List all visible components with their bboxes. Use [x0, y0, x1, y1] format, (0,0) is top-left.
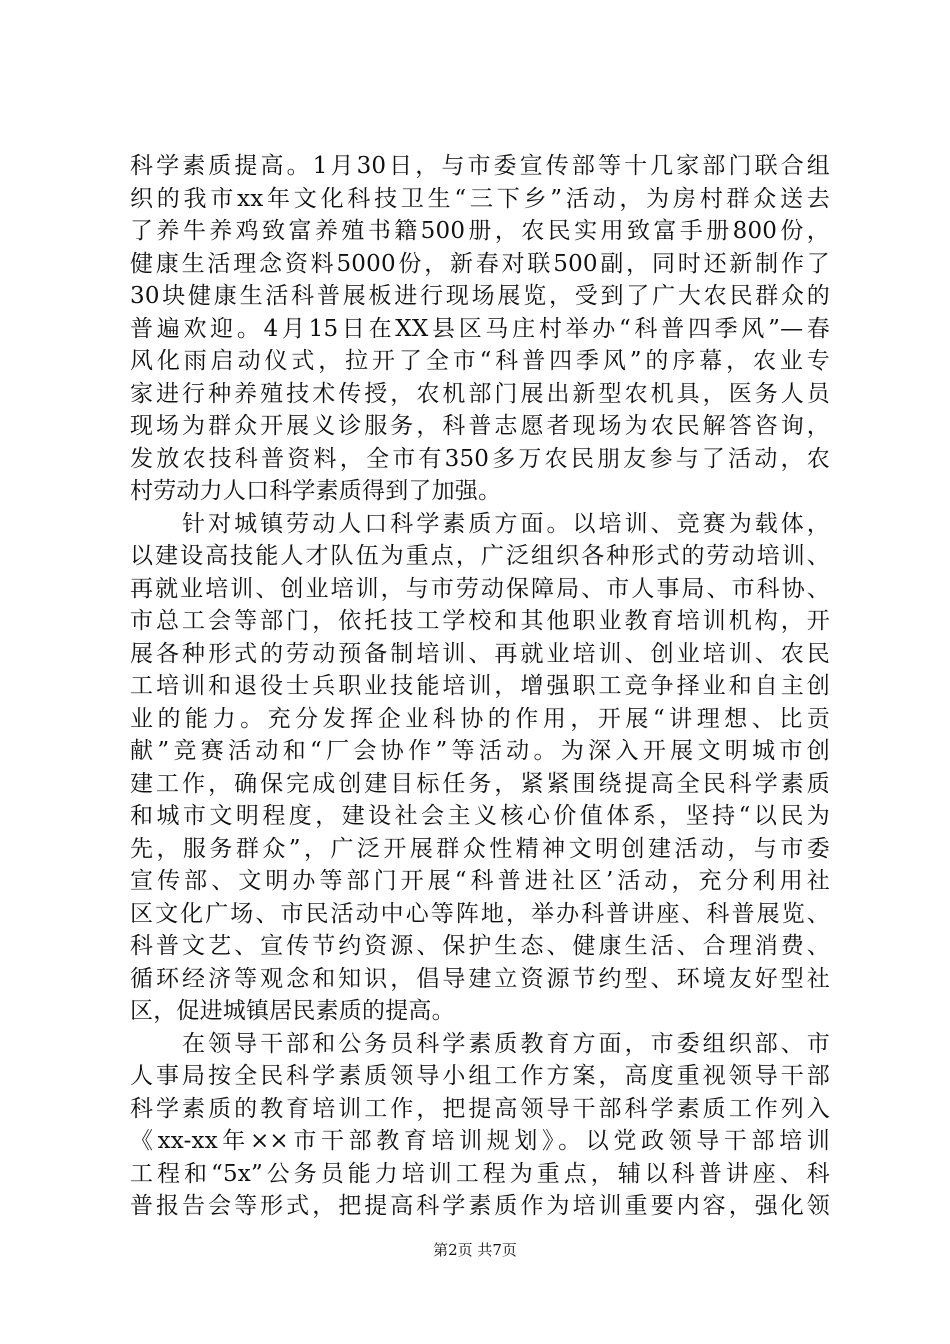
text-line: 织的我市xx年文化科技卫生“三下乡”活动，为房村群众送去	[130, 185, 830, 212]
text-line: 科学素质的教育培训工作，把提高领导干部科学素质工作列入	[130, 1095, 830, 1122]
text-line: 展各种形式的劳动预备制培训、再就业培训、创业培训、农民	[130, 640, 830, 667]
text-line: 在领导干部和公务员科学素质教育方面，市委组织部、市	[130, 1030, 830, 1057]
text-line: 人事局按全民科学素质领导小组工作方案，高度重视领导干部	[130, 1063, 830, 1089]
text-line: 工培训和退役士兵职业技能培训，增强职工竞争择业和自主创	[130, 673, 830, 699]
text-line: 发放农技科普资料，全市有350多万农民朋友参与了活动，农	[130, 445, 830, 472]
text-line: 了养牛养鸡致富养殖书籍500册，农民实用致富手册800份，	[130, 218, 830, 244]
text-line: 宣传部、文明办等部门开展“科普进社区’活动，充分利用社	[130, 868, 830, 894]
text-line: 区文化广场、市民活动中心等阵地，举办科普讲座、科普展览、	[130, 900, 830, 927]
text-line: 现场为群众开展义诊服务，科普志愿者现场为农民解答咨询，	[130, 413, 830, 439]
text-line: 先，服务群众”，广泛开展群众性精神文明创建活动，与市委	[130, 835, 830, 862]
text-line: 业的能力。充分发挥企业科协的作用，开展“讲理想、比贡	[130, 705, 830, 732]
text-line: 和城市文明程度，建设社会主义核心价值体系，坚持“以民为	[130, 803, 830, 829]
text-line: 家进行种养殖技术传授，农机部门展出新型农机具，医务人员	[130, 380, 830, 407]
text-line: 健康生活理念资料5000份，新春对联500副，同时还新制作了	[130, 250, 830, 277]
page-footer	[0, 1240, 950, 1260]
text-line: 区，促进城镇居民素质的提高。	[130, 998, 455, 1024]
text-line: 献”竞赛活动和“厂会协作”等活动。为深入开展文明城市创	[130, 738, 830, 764]
text-line: 市总工会等部门，依托技工学校和其他职业教育培训机构，开	[130, 608, 830, 634]
text-line: 《xx-xx年××市干部教育培训规划》。以党政领导干部培训	[130, 1128, 830, 1154]
text-line: 工程和“5x”公务员能力培训工程为重点，辅以科普讲座、科	[130, 1160, 830, 1187]
text-line: 针对城镇劳动人口科学素质方面。以培训、竞赛为载体，	[130, 510, 830, 537]
text-line: 普遍欢迎。4月15日在XX县区马庄村举办“科普四季风”—春	[130, 315, 830, 342]
text-line: 建工作，确保完成创建目标任务，紧紧围绕提高全民科学素质	[130, 770, 830, 797]
text-line: 村劳动力人口科学素质得到了加强。	[130, 478, 502, 504]
text-line: 以建设高技能人才队伍为重点，广泛组织各种形式的劳动培训、	[130, 543, 830, 569]
text-line: 再就业培训、创业培训，与市劳动保障局、市人事局、市科协、	[130, 575, 830, 602]
text-line: 科普文艺、宣传节约资源、保护生态、健康生活、合理消费、	[130, 933, 830, 959]
text-line: 科学素质提高。1月30日，与市委宣传部等十几家部门联合组	[130, 153, 830, 179]
page-number: 第2页 共7页	[433, 1241, 517, 1259]
text-line: 风化雨启动仪式，拉开了全市“科普四季风”的序幕，农业专	[130, 348, 830, 374]
body-text	[130, 150, 830, 1223]
text-line: 普报告会等形式，把提高科学素质作为培训重要内容，强化领	[130, 1193, 830, 1219]
text-line: 循环经济等观念和知识，倡导建立资源节约型、环境友好型社	[130, 965, 830, 992]
text-line: 30块健康生活科普展板进行现场展览，受到了广大农民群众的	[130, 283, 830, 309]
